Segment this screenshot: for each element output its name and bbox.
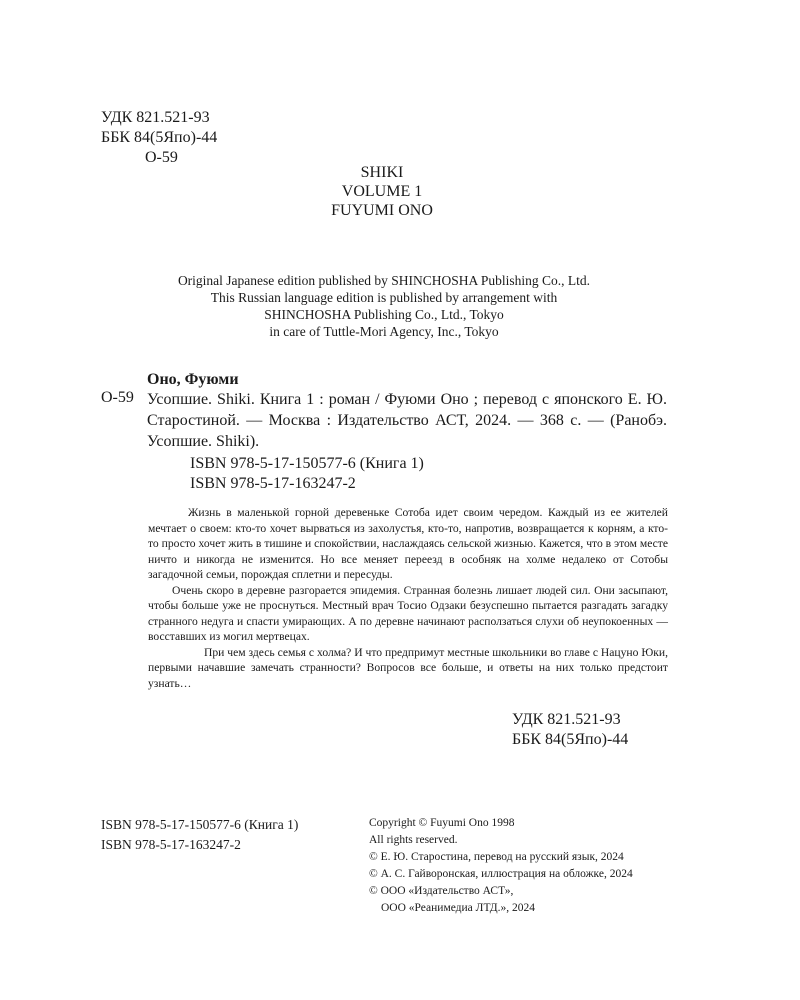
isbn-series: ISBN 978-5-17-163247-2 [101,837,241,852]
original-edition-notice [0,272,768,340]
catalog-author: Оно, Фуюми [147,371,239,388]
copyright-line: ООО «Реанимедиа ЛТД.», 2024 [381,902,535,914]
udk-code: УДК 821.521-93 [101,109,210,126]
original-edition-line: This Russian language edition is published by arrangement with [210,290,558,305]
copyright-line: © А. С. Гайворонская, иллюстрация на обложке, 2024 [369,868,633,880]
volume-line: VOLUME 1 [341,183,423,200]
original-edition-line: in care of Tuttle-Mori Agency, Inc., Tokyo [269,324,499,339]
copyright-line: All rights reserved. [369,834,458,846]
isbn-book1: ISBN 978-5-17-150577-6 (Книга 1) [101,817,299,832]
copyright-notice [369,815,633,917]
title-line: SHIKI [360,164,404,181]
udk-code: УДК 821.521-93 [512,711,621,728]
catalog-code: О-59 [101,389,134,406]
catalog-isbn-list [190,454,424,494]
isbn-book1: ISBN 978-5-17-150577-6 (Книга 1) [190,455,424,472]
isbn-series: ISBN 978-5-17-163247-2 [190,475,356,492]
annotation-paragraph: Очень скоро в деревне разгорается эпидемия. Странная болезнь лишает людей сил. Они засыпают, чтобы больше уже не проснуться. Местный врач Тосио Одзаки безуспешно пытается разгадать загадку странного недуга и спасти умирающих. А по деревне начинают расползаться слухи об неупокоенных — восставших из могил мертвецах. [148,583,668,643]
copyright-line: Copyright © Fuyumi Ono 1998 [369,817,515,829]
bottom-classification-codes [512,710,628,750]
bbk-code: ББК 84(5Япо)-44 [101,129,218,146]
bibliographic-description: Усопшие. Shiki. Книга 1 : роман / Фуюми Оно ; перевод с японского Е. Ю. Старостиной. — Москва : Издательство АСТ, 2024. — 368 с. — (Ранобэ. Усопшие. Shiki). [147,391,667,450]
copyright-line: © ООО «Издательство АСТ», [369,885,514,897]
original-title-block [0,163,764,220]
author-line: FUYUMI ONO [331,202,433,219]
top-classification-codes [101,108,217,168]
original-edition-line: Original Japanese edition published by SHINCHOSHA Publishing Co., Ltd. [177,273,591,288]
annotation-paragraph: При чем здесь семья с холма? И что предпримут местные школьники во главе с Нацуно Юки, первыми начавшие замечать странности? Вопросов все больше, и ответы на них только предстоит узнать… [148,645,668,690]
annotation-paragraph: Жизнь в маленькой горной деревеньке Сотоба идет своим чередом. Каждый из ее жителей мечтает о своем: кто-то хочет вырваться из захолустья, кто-то, напротив, возвращается к корням, а кто-то просто хочет жить в тишине и спокойствии, наслаждаясь сельской жизнью. Кажется, что в этом месте ничто и никогда не изменится. Но все меняет переезд в особняк на холме недалеко от Сотобы загадочной семьи, порождая сплетни и пересуды. [148,506,668,581]
original-edition-line: SHINCHOSHA Publishing Co., Ltd., Tokyo [264,307,504,322]
annotation [148,505,668,691]
copyright-line: © Е. Ю. Старостина, перевод на русский язык, 2024 [369,851,624,863]
bottom-isbn-list [101,815,298,855]
author-code: О-59 [145,149,178,166]
bbk-code: ББК 84(5Япо)-44 [512,731,629,748]
